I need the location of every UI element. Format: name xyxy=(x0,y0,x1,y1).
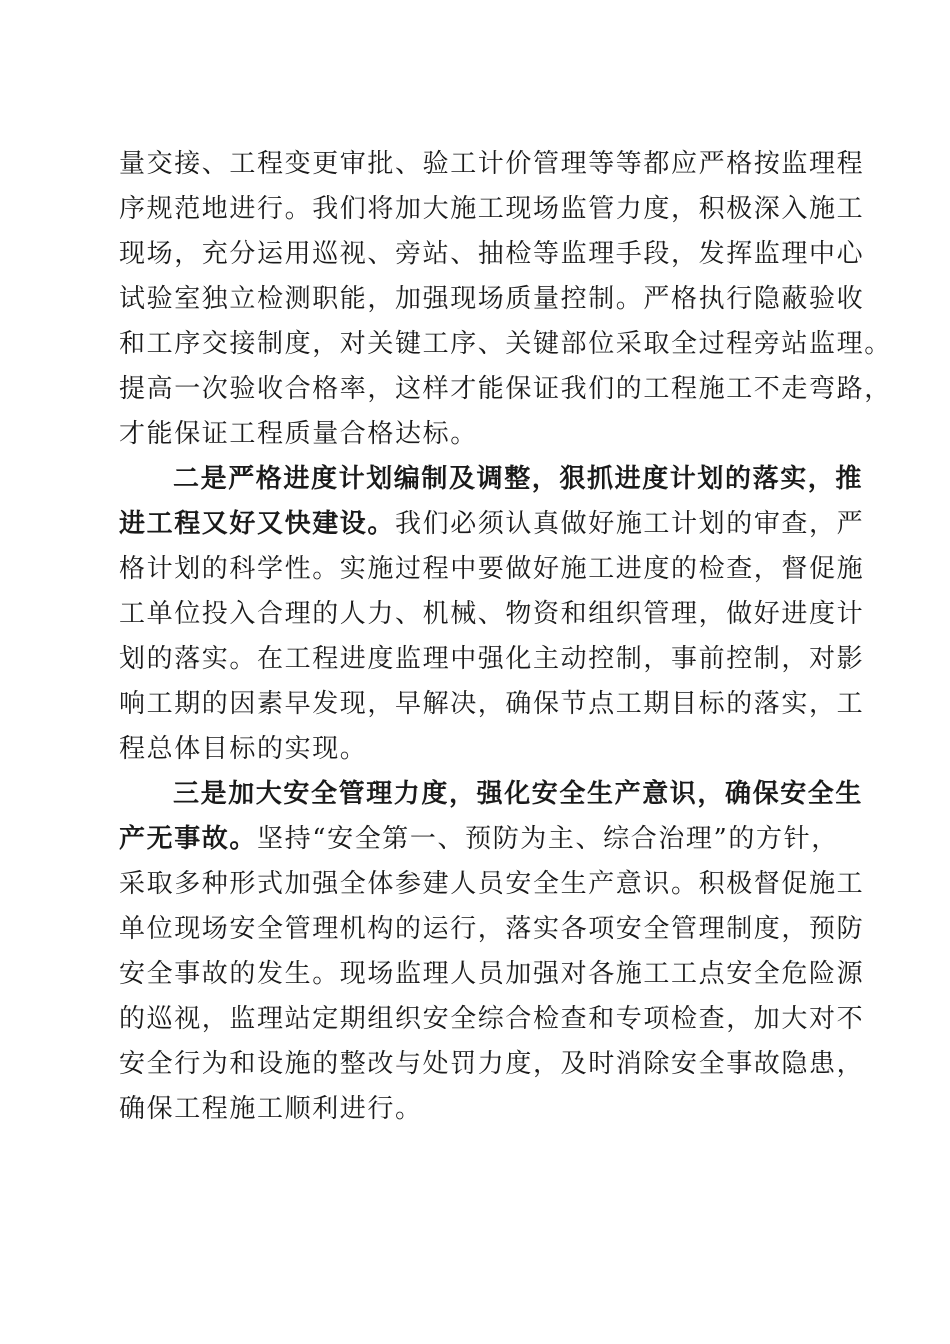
text-line: 划的落实。在工程进度监理中强化主动控制，事前控制，对影 xyxy=(119,644,865,674)
paragraph-1 xyxy=(119,142,892,457)
text-line: 单位现场安全管理机构的运行，落实各项安全管理制度，预防 xyxy=(119,914,865,944)
paragraph-heading-end: 进工程又好又快建设。 xyxy=(119,509,396,539)
text-line: 工单位投入合理的人力、机械、物资和组织管理，做好进度计 xyxy=(119,599,865,629)
text-line xyxy=(119,817,839,862)
text-line: 响工期的因素早发现，早解决，确保节点工期目标的落实，工 xyxy=(119,689,865,719)
text-line: 安全事故的发生。现场监理人员加强对各施工工点安全危险源 xyxy=(119,959,865,989)
text-line: 采取多种形式加强全体参建人员安全生产意识。积极督促施工 xyxy=(119,869,865,899)
paragraph-heading-end: 产无事故。 xyxy=(119,824,258,854)
text-line: 确保工程施工顺利进行。 xyxy=(119,1094,423,1124)
paragraph-3 xyxy=(119,772,865,1132)
text-line: 和工序交接制度，对关键工序、关键部位采取全过程旁站监理。 xyxy=(119,329,892,359)
text-line: 提高一次验收合格率，这样才能保证我们的工程施工不走弯路， xyxy=(119,374,892,404)
text-line: 量交接、工程变更审批、验工计价管理等等都应严格按监理程 xyxy=(119,149,865,179)
text-line: 格计划的科学性。实施过程中要做好施工进度的检查，督促施 xyxy=(119,554,865,584)
text-line-rest: 我们必须认真做好施工计划的审查，严 xyxy=(395,509,865,539)
paragraph-heading-line: 三是加大安全管理力度，强化安全生产意识，确保安全生 xyxy=(173,779,864,809)
text-line: 试验室独立检测职能，加强现场质量控制。严格执行隐蔽验收 xyxy=(119,284,865,314)
text-line: 安全行为和设施的整改与处罚力度，及时消除安全事故隐患， xyxy=(119,1049,865,1079)
text-line: 才能保证工程质量合格达标。 xyxy=(119,419,478,449)
text-line: 序规范地进行。我们将加大施工现场监管力度，积极深入施工 xyxy=(119,194,865,224)
paragraph-heading-line: 二是严格进度计划编制及调整，狠抓进度计划的落实，推 xyxy=(173,464,864,494)
text-line: 的巡视，监理站定期组织安全综合检查和专项检查，加大对不 xyxy=(119,1004,865,1034)
paragraph-2 xyxy=(119,457,865,772)
text-line: 程总体目标的实现。 xyxy=(119,734,368,764)
document-body xyxy=(119,142,892,1132)
text-line-rest: 坚持“安全第一、预防为主、综合治理”的方针， xyxy=(257,824,839,854)
text-line: 现场，充分运用巡视、旁站、抽检等监理手段，发挥监理中心 xyxy=(119,239,865,269)
text-line xyxy=(119,502,865,547)
